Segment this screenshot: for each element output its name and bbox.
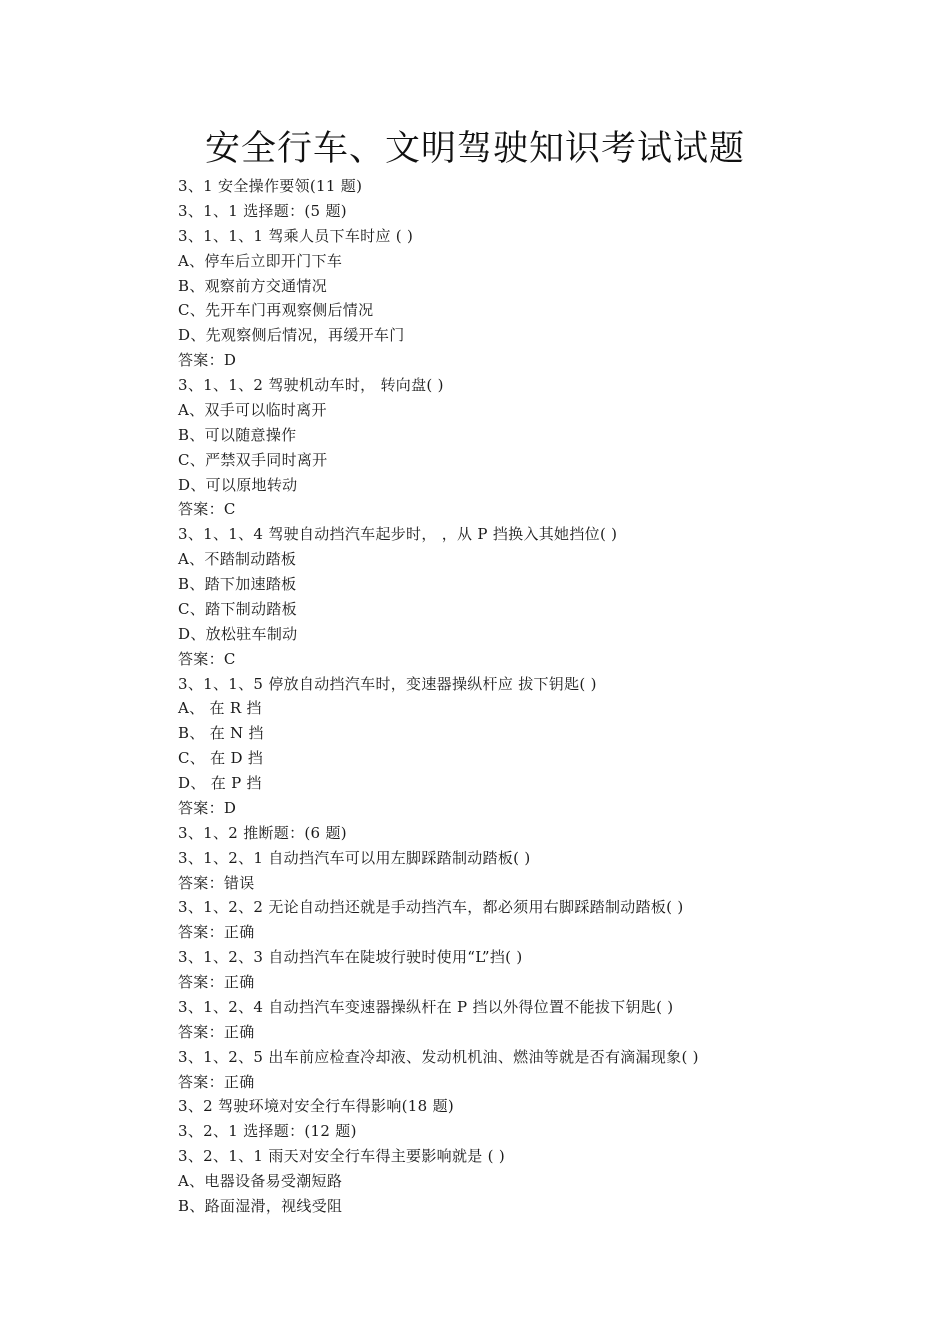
text-line: 3、2 驾驶环境对安全行车得影响(18 题) <box>178 1097 455 1116</box>
text-line: A、停车后立即开门下车 <box>178 251 343 270</box>
text-line: B、踏下加速踏板 <box>178 575 297 593</box>
text-line: 3、1、2、5 出车前应检查冷却液、发动机机油、燃油等就是否有滴漏现象( ) <box>178 1047 699 1066</box>
text-line: B、路面湿滑，视线受阻 <box>178 1196 343 1215</box>
text-line: 答案：错误 <box>178 873 255 892</box>
text-line: 3、1、1、1 驾乘人员下车时应 ( ) <box>178 226 414 245</box>
text-line: A、双手可以临时离开 <box>178 400 327 419</box>
document-body <box>178 174 918 1219</box>
text-line: 答案：正确 <box>178 1072 255 1091</box>
text-line: 3、2、1、1 雨天对安全行车得主要影响就是 ( ) <box>178 1147 505 1166</box>
text-line: D、放松驻车制动 <box>178 624 298 643</box>
text-line: A、不踏制动踏板 <box>178 550 297 569</box>
text-line: 答案：正确 <box>178 1022 255 1041</box>
text-line: D、 在 P 挡 <box>178 774 262 792</box>
text-line: 答案：C <box>178 500 236 519</box>
text-line: C、踏下制动踏板 <box>178 599 297 618</box>
document-title: 安全行车、文明驾驶知识考试试题 <box>204 129 745 169</box>
text-line: C、 在 D 挡 <box>178 749 264 768</box>
text-line: 3、1、2 推断题：(6 题) <box>178 823 347 842</box>
text-line: 答案：正确 <box>178 923 255 942</box>
text-line: C、先开车门再观察侧后情况 <box>178 301 374 320</box>
text-line: 3、1、1、2 驾驶机动车时， 转向盘( ) <box>178 376 444 394</box>
text-line: D、先观察侧后情况，再缓开车门 <box>178 326 405 345</box>
text-line: 答案：D <box>178 351 237 370</box>
text-line: 答案：正确 <box>178 973 255 991</box>
text-line: C、严禁双手同时离开 <box>178 450 328 469</box>
text-line: 3、1 安全操作要领(11 题) <box>178 177 363 195</box>
text-line: A、电器设备易受潮短路 <box>178 1172 343 1190</box>
text-line: B、 在 N 挡 <box>178 724 264 743</box>
text-line: D、可以原地转动 <box>178 475 298 494</box>
text-line: 3、1、2、1 自动挡汽车可以用左脚踩踏制动踏板( ) <box>178 848 531 867</box>
text-line: 3、1、1 选择题：(5 题) <box>178 201 347 220</box>
text-line: 3、1、1、5 停放自动挡汽车时，变速器操纵杆应 拔下钥匙( ) <box>178 674 597 693</box>
text-line: 答案：D <box>178 798 237 817</box>
text-line: 3、1、1、4 驾驶自动挡汽车起步时， ，从 P 挡换入其她挡位( ) <box>178 525 618 544</box>
text-line: 3、2、1 选择题：(12 题) <box>178 1122 357 1141</box>
text-line: B、观察前方交通情况 <box>178 276 328 295</box>
text-line: A、 在 R 挡 <box>178 699 262 718</box>
text-line: B、可以随意操作 <box>178 425 297 444</box>
text-line: 3、1、2、3 自动挡汽车在陡坡行驶时使用“L”挡( ) <box>178 948 523 967</box>
text-line: 3、1、2、4 自动挡汽车变速器操纵杆在 P 挡以外得位置不能拔下钥匙( ) <box>178 997 674 1016</box>
text-line: 3、1、2、2 无论自动挡还就是手动挡汽车，都必须用右脚踩踏制动踏板( ) <box>178 898 684 917</box>
text-line: 答案：C <box>178 649 236 668</box>
